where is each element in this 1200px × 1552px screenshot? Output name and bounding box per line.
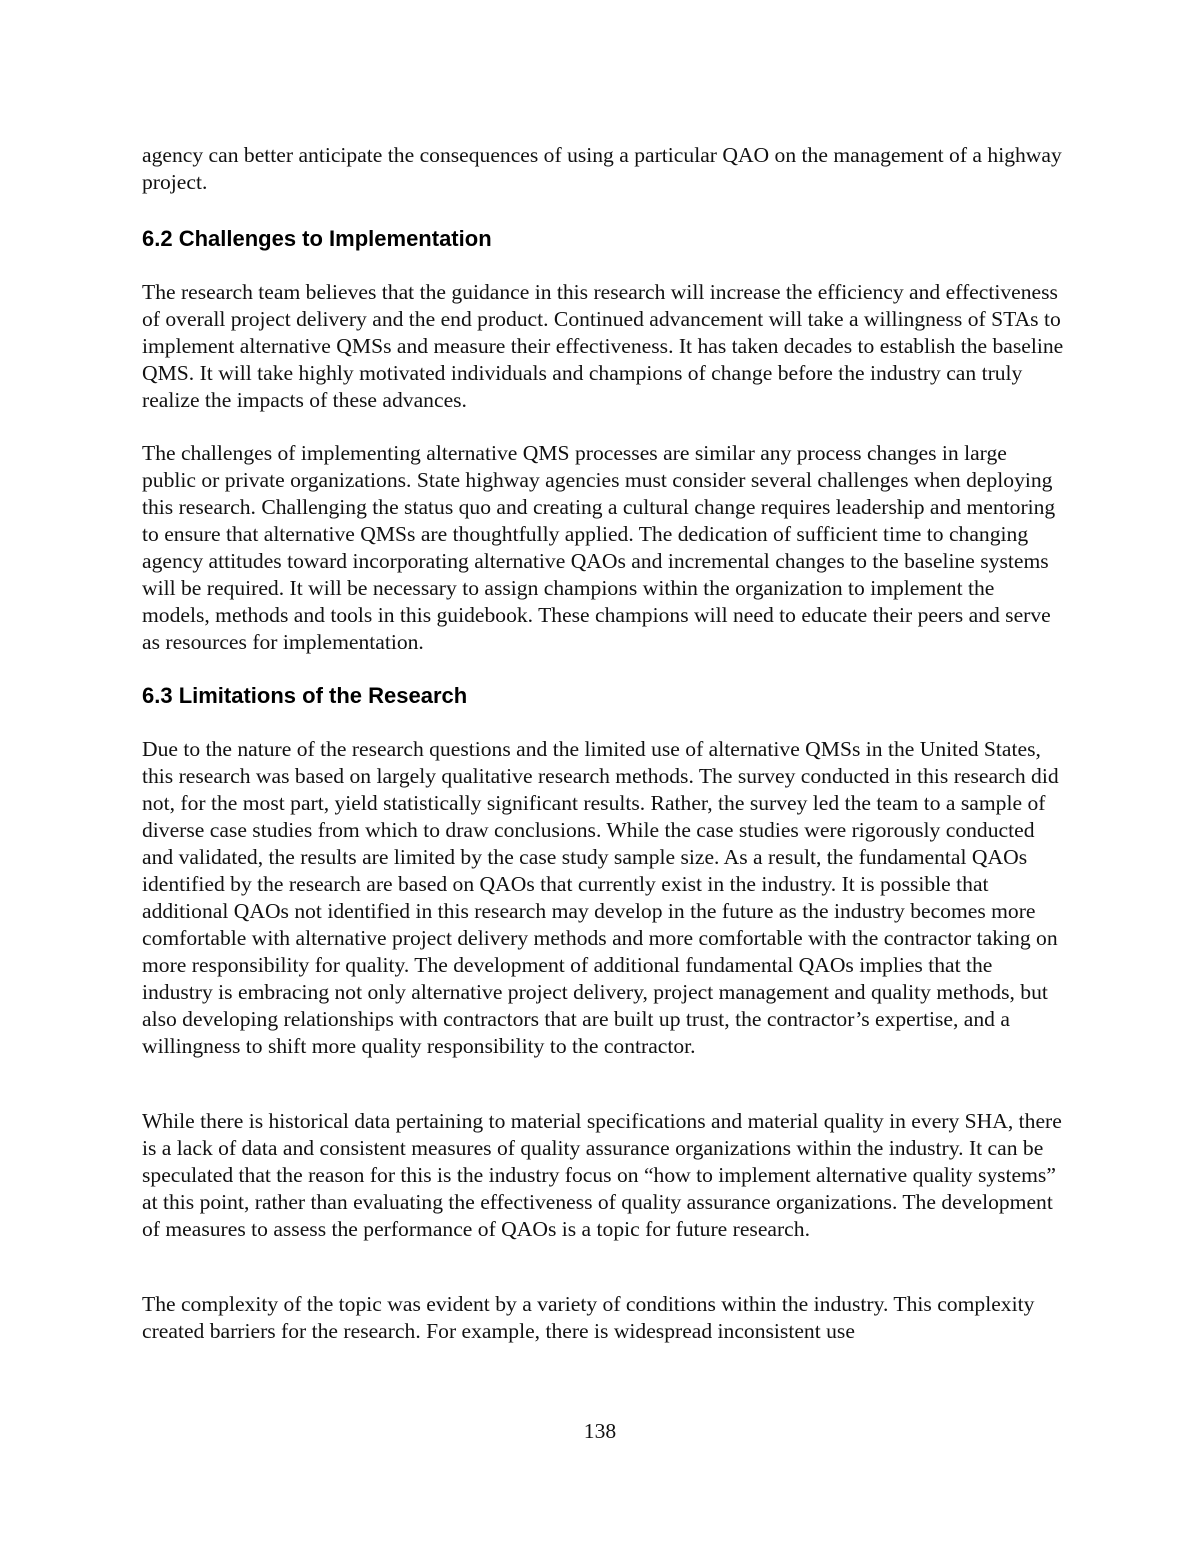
page-number: 138 (583, 1419, 617, 1443)
paragraph-limitations-1: Due to the nature of the research questions and the limited use of alternative QMSs in the United States, this research was based on largely qualitative research methods. The survey conducted in this research did not, for the most part, yield statistically significant results. Rather, the survey led the team to a sample of diverse case studies from which to draw conclusions. While the case studies were rigorously conducted and validated, the results are limited by the case study sample size. As a result, the fundamental QAOs identified by the research are based on QAOs that currently exist in the industry. It is possible that additional QAOs not identified in this research may develop in the future as the industry becomes more comfortable with alternative project delivery methods and more comfortable with the contractor taking on more responsibility for quality. The development of additional fundamental QAOs implies that the industry is embracing not only alternative project delivery, project management and quality methods, but also developing relationships with contractors that are built up trust, the contractor’s expertise, and a willingness to shift more quality responsibility to the contractor. (142, 737, 1059, 1058)
paragraph-challenges-1: The research team believes that the guidance in this research will increase the efficiency and effectiveness of overall project delivery and the end product. Continued advancement will take a willingness of STAs to implement alternative QMSs and measure their effectiveness. It has taken decades to establish the baseline QMS. It will take highly motivated individuals and champions of change before the industry can truly realize the impacts of these advances. (142, 280, 1064, 412)
section-heading-6-2: 6.2 Challenges to Implementation (142, 226, 492, 251)
section-heading-6-3: 6.3 Limitations of the Research (142, 683, 468, 708)
paragraph-intro-continuation: agency can better anticipate the consequences of using a particular QAO on the management of a highway project. (142, 143, 1062, 194)
document-page (142, 142, 1064, 1345)
paragraph-limitations-3: The complexity of the topic was evident by a variety of conditions within the industry. This complexity created barriers for the research. For example, there is widespread inconsistent use (142, 1292, 1035, 1343)
paragraph-limitations-2: While there is historical data pertaining to material specifications and material quality in every SHA, there is a lack of data and consistent measures of quality assurance organizations within the industry. It can be speculated that the reason for this is the industry focus on “how to implement alternative quality systems” at this point, rather than evaluating the effectiveness of quality assurance organizations. The development of measures to assess the performance of QAOs is a topic for future research. (142, 1109, 1062, 1241)
paragraph-challenges-2: The challenges of implementing alternative QMS processes are similar any process changes in large public or private organizations. State highway agencies must consider several challenges when deploying this research. Challenging the status quo and creating a cultural change requires leadership and mentoring to ensure that alternative QMSs are thoughtfully applied. The dedication of sufficient time to changing agency attitudes toward incorporating alternative QAOs and incremental changes to the baseline systems will be required. It will be necessary to assign champions within the organization to implement the models, methods and tools in this guidebook. These champions will need to educate their peers and serve as resources for implementation. (142, 441, 1056, 654)
